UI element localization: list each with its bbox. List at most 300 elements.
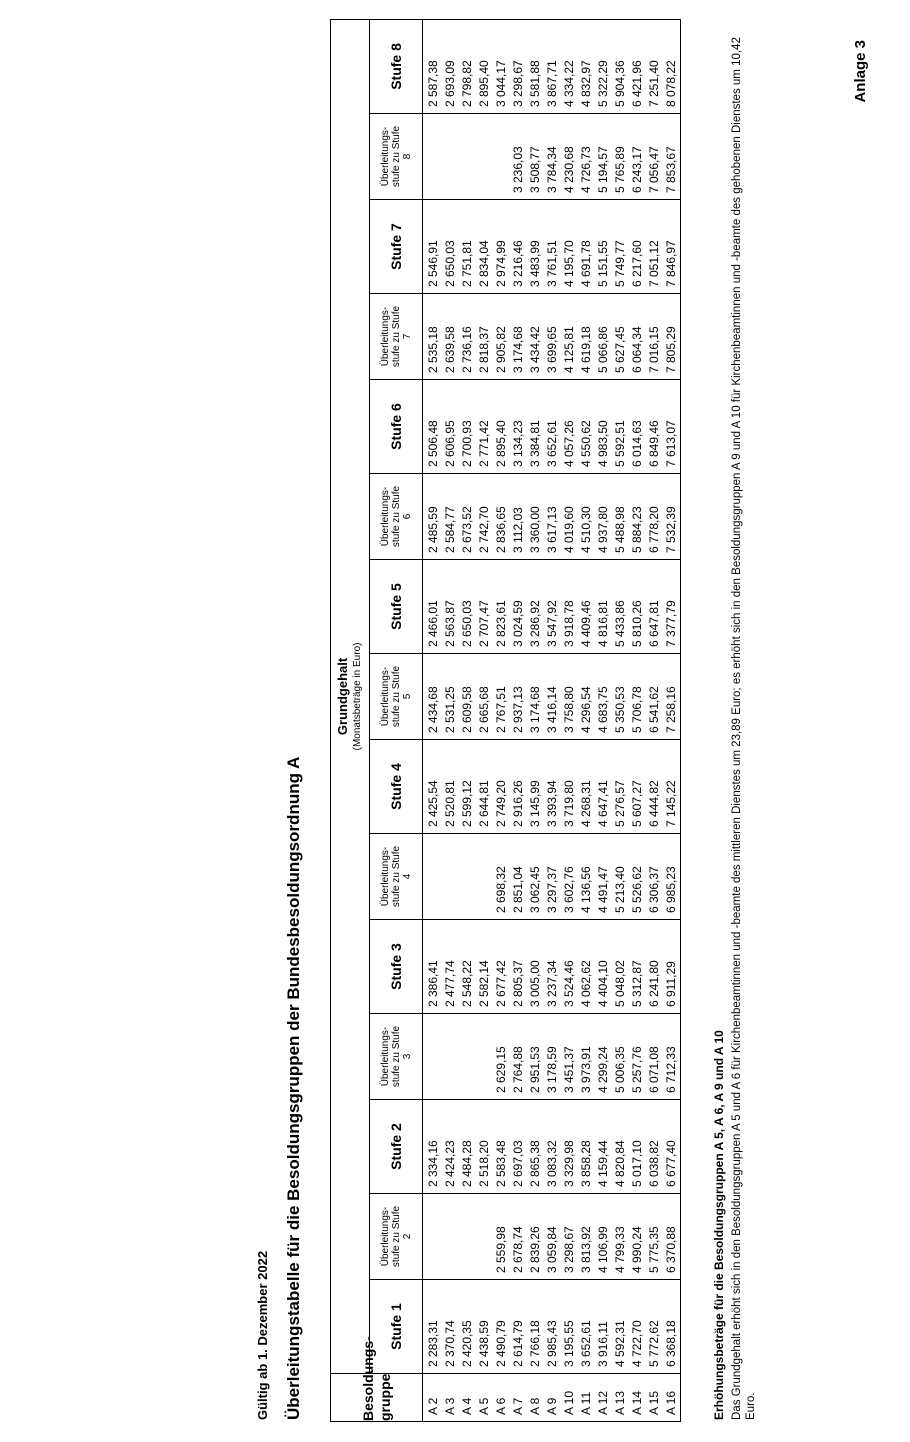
stufe-value-cell: 2 771,42 <box>476 380 493 474</box>
uebl-header-line-1: Überleitungs- <box>379 1026 391 1087</box>
stufe-value-cell: 5 312,87 <box>629 920 646 1014</box>
stufe-value-cell: 2 974,99 <box>493 200 510 294</box>
uebl-value-cell: 3 434,42 <box>527 294 544 380</box>
uebl-value-cell: 3 451,37 <box>561 1014 578 1100</box>
stufe-value-cell: 3 286,92 <box>527 560 544 654</box>
uebl-value-cell: 5 350,53 <box>612 654 629 740</box>
stufe-value-cell: 2 865,38 <box>527 1100 544 1194</box>
stufe-value-cell: 3 024,59 <box>510 560 527 654</box>
stufe-value-cell: 2 518,20 <box>476 1100 493 1194</box>
uebl-value-cell: 7 805,29 <box>663 294 681 380</box>
uebl-header-line-2: stufe zu Stufe <box>390 1025 402 1088</box>
uebl-header-line-2: stufe zu Stufe <box>390 485 402 548</box>
stufe-value-cell: 8 078,22 <box>663 19 681 113</box>
stufe-value-cell: 3 384,81 <box>527 380 544 474</box>
uebl-value-cell: 2 937,13 <box>510 654 527 740</box>
stufe-value-cell: 3 916,11 <box>595 1280 612 1374</box>
column-header-ueberleitungsstufe <box>370 1194 423 1280</box>
uebl-value-cell: 6 064,34 <box>629 294 646 380</box>
stufe-value-cell: 4 334,22 <box>561 19 578 113</box>
uebl-value-cell: 7 016,15 <box>646 294 663 380</box>
row-group-label: A 3 <box>442 1374 459 1422</box>
stufe-value-cell: 2 707,47 <box>476 560 493 654</box>
stufe-value-cell: 2 697,03 <box>510 1100 527 1194</box>
uebl-value-cell: 5 627,45 <box>612 294 629 380</box>
table-row <box>561 19 578 1421</box>
row-group-label: A 10 <box>561 1374 578 1422</box>
row-group-label: A 11 <box>578 1374 595 1422</box>
uebl-header-line-2: stufe zu Stufe <box>390 665 402 728</box>
uebl-value-cell: 4 491,47 <box>595 834 612 920</box>
stufe-value-cell: 6 911,29 <box>663 920 681 1014</box>
uebl-header-line-2: stufe zu Stufe <box>390 125 402 188</box>
uebl-value-cell: 5 066,86 <box>595 294 612 380</box>
stufe-value-cell: 3 524,46 <box>561 920 578 1014</box>
uebl-value-cell <box>476 114 493 200</box>
row-group-label: A 12 <box>595 1374 612 1422</box>
stufe-value-cell: 3 719,80 <box>561 740 578 834</box>
stufe-value-cell: 2 798,82 <box>459 19 476 113</box>
uebl-value-cell: 2 639,58 <box>442 294 459 380</box>
column-header-stufe: Stufe 2 <box>370 1100 423 1194</box>
stufe-value-cell: 5 048,02 <box>612 920 629 1014</box>
uebl-value-cell: 2 767,51 <box>493 654 510 740</box>
row-group-label: A 16 <box>663 1374 681 1422</box>
stufe-value-cell: 4 592,31 <box>612 1280 629 1374</box>
uebl-value-cell: 2 818,37 <box>476 294 493 380</box>
valid-from-date: Gültig ab 1. Dezember 2022 <box>255 1250 270 1420</box>
uebl-value-cell: 4 799,33 <box>612 1194 629 1280</box>
appendix-label: Anlage 3 <box>852 40 869 103</box>
uebl-value-cell: 2 434,68 <box>423 654 443 740</box>
uebl-value-cell: 4 230,68 <box>561 114 578 200</box>
uebl-value-cell: 2 678,74 <box>510 1194 527 1280</box>
uebl-value-cell: 2 851,04 <box>510 834 527 920</box>
stufe-value-cell: 5 322,29 <box>595 19 612 113</box>
stufe-value-cell: 2 985,43 <box>544 1280 561 1374</box>
uebl-value-cell: 4 510,30 <box>578 474 595 560</box>
uebl-value-cell <box>459 834 476 920</box>
stufe-value-cell: 4 722,70 <box>629 1280 646 1374</box>
stufe-value-cell: 4 404,10 <box>595 920 612 1014</box>
stufe-value-cell: 2 644,81 <box>476 740 493 834</box>
row-group-label: A 14 <box>629 1374 646 1422</box>
column-header-ueberleitungsstufe <box>370 834 423 920</box>
uebl-value-cell: 6 541,62 <box>646 654 663 740</box>
uebl-value-cell: 4 296,54 <box>578 654 595 740</box>
table-row <box>612 19 629 1421</box>
uebl-value-cell: 3 174,68 <box>527 654 544 740</box>
uebl-value-cell: 7 056,47 <box>646 114 663 200</box>
uebl-value-cell: 2 559,98 <box>493 1194 510 1280</box>
stufe-value-cell: 2 677,42 <box>493 920 510 1014</box>
stufe-value-cell: 3 393,94 <box>544 740 561 834</box>
stufe-value-cell: 3 761,51 <box>544 200 561 294</box>
stufe-value-cell: 2 370,74 <box>442 1280 459 1374</box>
stufe-value-cell: 3 216,46 <box>510 200 527 294</box>
stufe-value-cell: 2 283,31 <box>423 1280 443 1374</box>
stufe-value-cell: 4 195,70 <box>561 200 578 294</box>
stufe-value-cell: 5 810,26 <box>629 560 646 654</box>
stufe-value-cell: 3 652,61 <box>544 380 561 474</box>
table-row <box>595 19 612 1421</box>
uebl-value-cell: 3 784,34 <box>544 114 561 200</box>
uebl-header-line-1: Überleitungs- <box>379 306 391 367</box>
uebl-value-cell: 3 174,68 <box>510 294 527 380</box>
stufe-value-cell: 2 916,26 <box>510 740 527 834</box>
stufe-value-cell: 2 650,03 <box>459 560 476 654</box>
uebl-value-cell <box>423 1194 443 1280</box>
table-row <box>544 19 561 1421</box>
stufe-value-cell: 2 490,79 <box>493 1280 510 1374</box>
stufe-value-cell: 4 820,84 <box>612 1100 629 1194</box>
column-header-ueberleitungsstufe <box>370 474 423 560</box>
uebl-header-line-1: Überleitungs- <box>379 486 391 547</box>
stufe-value-cell: 3 652,61 <box>578 1280 595 1374</box>
uebl-value-cell: 5 526,62 <box>629 834 646 920</box>
column-header-stufe: Stufe 7 <box>370 200 423 294</box>
uebl-value-cell: 2 736,16 <box>459 294 476 380</box>
uebl-value-cell: 6 370,88 <box>663 1194 681 1280</box>
uebl-header-line-2: stufe zu Stufe <box>390 305 402 368</box>
table-row <box>423 19 443 1421</box>
uebl-value-cell: 7 853,67 <box>663 114 681 200</box>
uebl-value-cell: 3 617,13 <box>544 474 561 560</box>
column-header-stufe: Stufe 4 <box>370 740 423 834</box>
stufe-value-cell: 6 368,18 <box>663 1280 681 1374</box>
stufe-value-cell: 7 846,97 <box>663 200 681 294</box>
stufe-value-cell: 5 607,27 <box>629 740 646 834</box>
table-row <box>476 19 493 1421</box>
stufe-value-cell: 3 581,88 <box>527 19 544 113</box>
stufe-value-cell: 2 606,95 <box>442 380 459 474</box>
stufe-value-cell: 3 145,99 <box>527 740 544 834</box>
uebl-header-line-1: Überleitungs- <box>379 126 391 187</box>
uebl-value-cell: 3 416,14 <box>544 654 561 740</box>
stufe-value-cell: 2 614,79 <box>510 1280 527 1374</box>
uebl-value-cell: 3 178,59 <box>544 1014 561 1100</box>
stufe-value-cell: 2 650,03 <box>442 200 459 294</box>
uebl-value-cell: 5 765,89 <box>612 114 629 200</box>
stufe-value-cell: 6 444,82 <box>646 740 663 834</box>
stufe-value-cell: 3 547,92 <box>544 560 561 654</box>
uebl-header-number: 2 <box>401 1233 413 1240</box>
uebl-value-cell: 2 609,58 <box>459 654 476 740</box>
stufe-value-cell: 7 251,40 <box>646 19 663 113</box>
stufe-value-cell: 4 062,62 <box>578 920 595 1014</box>
stufe-value-cell: 4 983,50 <box>595 380 612 474</box>
uebl-value-cell: 2 673,52 <box>459 474 476 560</box>
stufe-value-cell: 2 587,38 <box>423 19 443 113</box>
stufe-value-cell: 6 038,82 <box>646 1100 663 1194</box>
group-header-line-1: Besoldungs- <box>359 1336 376 1421</box>
uebl-header-number: 3 <box>401 1053 413 1060</box>
stufe-value-cell: 2 823,61 <box>493 560 510 654</box>
uebl-value-cell: 2 836,65 <box>493 474 510 560</box>
column-header-ueberleitungsstufe <box>370 294 423 380</box>
stufe-value-cell: 5 276,57 <box>612 740 629 834</box>
stufe-value-cell: 5 017,10 <box>629 1100 646 1194</box>
uebl-value-cell: 6 778,20 <box>646 474 663 560</box>
uebl-value-cell: 3 112,03 <box>510 474 527 560</box>
stufe-value-cell: 2 700,93 <box>459 380 476 474</box>
column-header-ueberleitungsstufe <box>370 114 423 200</box>
uebl-value-cell: 6 243,17 <box>629 114 646 200</box>
uebl-header-number: 4 <box>401 873 413 880</box>
uebl-value-cell: 4 136,56 <box>578 834 595 920</box>
stufe-value-cell: 2 506,48 <box>423 380 443 474</box>
row-group-label: A 2 <box>423 1374 443 1422</box>
uebl-value-cell <box>459 114 476 200</box>
stufe-value-cell: 4 159,44 <box>595 1100 612 1194</box>
uebl-value-cell <box>442 114 459 200</box>
uebl-value-cell: 2 531,25 <box>442 654 459 740</box>
row-group-label: A 6 <box>493 1374 510 1422</box>
uebl-value-cell: 6 071,08 <box>646 1014 663 1100</box>
uebl-value-cell: 4 990,24 <box>629 1194 646 1280</box>
column-header-stufe: Stufe 1 <box>370 1280 423 1374</box>
stufe-value-cell: 3 858,28 <box>578 1100 595 1194</box>
uebl-value-cell: 3 699,65 <box>544 294 561 380</box>
uebl-value-cell: 3 813,92 <box>578 1194 595 1280</box>
uebl-value-cell <box>423 834 443 920</box>
stufe-value-cell: 6 677,40 <box>663 1100 681 1194</box>
row-group-label: A 15 <box>646 1374 663 1422</box>
uebl-value-cell: 2 764,88 <box>510 1014 527 1100</box>
stufe-value-cell: 2 386,41 <box>423 920 443 1014</box>
stufe-value-cell: 3 195,55 <box>561 1280 578 1374</box>
uebl-header-line-2: stufe zu Stufe <box>390 1205 402 1268</box>
column-header-ueberleitungsstufe <box>370 654 423 740</box>
row-group-label: A 8 <box>527 1374 544 1422</box>
footnote-text: Das Grundgehalt erhöht sich in den Besoldungsgruppen A 5 und A 6 für Kirchenbeamtinnen und -beamte des mittleren Dienstes um 23,89 Euro; es erhöht sich in den Besoldungsgruppen A 9 und A 10 für Kirchenbeamtinnen und -beamte des gehobenen Dienstes um 10,42 Euro. <box>731 37 757 1420</box>
stufe-value-cell: 3 083,32 <box>544 1100 561 1194</box>
stufe-value-cell: 5 433,86 <box>612 560 629 654</box>
stufe-value-cell: 2 548,22 <box>459 920 476 1014</box>
uebl-value-cell <box>442 1014 459 1100</box>
stufe-value-cell: 6 217,60 <box>629 200 646 294</box>
stufe-value-cell: 6 014,63 <box>629 380 646 474</box>
uebl-value-cell <box>493 114 510 200</box>
stufe-value-cell: 3 483,99 <box>527 200 544 294</box>
stufe-value-cell: 2 599,12 <box>459 740 476 834</box>
table-row <box>442 19 459 1421</box>
stufe-value-cell: 3 005,00 <box>527 920 544 1014</box>
uebl-value-cell <box>476 834 493 920</box>
column-header-stufe: Stufe 5 <box>370 560 423 654</box>
table-row <box>459 19 476 1421</box>
uebl-value-cell: 3 298,67 <box>561 1194 578 1280</box>
column-header-ueberleitungsstufe <box>370 1014 423 1100</box>
table-row <box>527 19 544 1421</box>
stufe-value-cell: 4 057,26 <box>561 380 578 474</box>
uebl-header-number: 6 <box>401 513 413 520</box>
grundgehalt-header <box>331 19 370 1373</box>
stufe-value-cell: 2 834,04 <box>476 200 493 294</box>
uebl-value-cell: 2 951,53 <box>527 1014 544 1100</box>
stufe-value-cell: 5 592,51 <box>612 380 629 474</box>
uebl-value-cell: 2 839,26 <box>527 1194 544 1280</box>
uebl-header-number: 5 <box>401 693 413 700</box>
stufe-value-cell: 2 693,09 <box>442 19 459 113</box>
stufe-value-cell: 7 613,07 <box>663 380 681 474</box>
uebl-value-cell: 2 629,15 <box>493 1014 510 1100</box>
stufe-value-cell: 2 484,28 <box>459 1100 476 1194</box>
stufe-value-cell: 6 241,80 <box>646 920 663 1014</box>
column-header-group <box>331 1336 423 1422</box>
uebl-value-cell: 4 019,60 <box>561 474 578 560</box>
uebl-value-cell: 7 258,16 <box>663 654 681 740</box>
stufe-value-cell: 2 751,81 <box>459 200 476 294</box>
table-row <box>578 19 595 1421</box>
row-group-label: A 4 <box>459 1374 476 1422</box>
uebl-value-cell: 4 299,24 <box>595 1014 612 1100</box>
uebl-value-cell <box>423 114 443 200</box>
uebl-header-number: 7 <box>401 333 413 340</box>
stufe-value-cell: 2 563,87 <box>442 560 459 654</box>
stufe-value-cell: 2 895,40 <box>493 380 510 474</box>
page-title: Überleitungstabelle für die Besoldungsgruppen der Bundesbesoldungsordnung A <box>284 756 303 1420</box>
stufe-value-cell: 3 134,23 <box>510 380 527 474</box>
uebl-value-cell <box>459 1014 476 1100</box>
uebl-header-line-1: Überleitungs- <box>379 666 391 727</box>
uebl-value-cell: 3 602,76 <box>561 834 578 920</box>
table-row <box>510 19 527 1421</box>
uebl-header-line-1: Überleitungs- <box>379 1206 391 1267</box>
grundgehalt-sublabel: (Monatsbeträge in Euro) <box>352 642 363 751</box>
uebl-value-cell: 6 985,23 <box>663 834 681 920</box>
stufe-value-cell: 7 377,79 <box>663 560 681 654</box>
stufe-value-cell: 2 895,40 <box>476 19 493 113</box>
uebl-value-cell: 3 297,37 <box>544 834 561 920</box>
stufe-value-cell: 2 420,35 <box>459 1280 476 1374</box>
uebl-value-cell: 2 698,32 <box>493 834 510 920</box>
grundgehalt-label: Grundgehalt <box>335 657 350 736</box>
stufe-value-cell: 3 298,67 <box>510 19 527 113</box>
uebl-value-cell: 4 937,80 <box>595 474 612 560</box>
uebl-value-cell: 2 905,82 <box>493 294 510 380</box>
table-row <box>629 19 646 1421</box>
stufe-value-cell: 7 145,22 <box>663 740 681 834</box>
uebl-value-cell: 2 584,77 <box>442 474 459 560</box>
uebl-value-cell: 7 532,39 <box>663 474 681 560</box>
column-header-stufe: Stufe 3 <box>370 920 423 1014</box>
stufe-value-cell: 4 832,97 <box>578 19 595 113</box>
stufe-value-cell: 4 268,31 <box>578 740 595 834</box>
stufe-value-cell: 3 867,71 <box>544 19 561 113</box>
stufe-value-cell: 6 421,96 <box>629 19 646 113</box>
stufe-value-cell: 6 849,46 <box>646 380 663 474</box>
stufe-value-cell: 2 582,14 <box>476 920 493 1014</box>
footnote-title: Erhöhungsbeträge für die Besoldungsgruppen A 5, A 6, A 9 und A 10 <box>712 1030 726 1420</box>
stufe-value-cell: 4 550,62 <box>578 380 595 474</box>
uebl-value-cell: 3 059,84 <box>544 1194 561 1280</box>
uebl-value-cell: 3 973,91 <box>578 1014 595 1100</box>
uebl-value-cell: 3 758,80 <box>561 654 578 740</box>
stufe-value-cell: 2 583,48 <box>493 1100 510 1194</box>
table-row <box>663 19 681 1421</box>
uebl-header-number: 8 <box>401 153 413 160</box>
stufe-value-cell: 2 334,16 <box>423 1100 443 1194</box>
column-header-stufe: Stufe 6 <box>370 380 423 474</box>
stufe-value-cell: 6 647,81 <box>646 560 663 654</box>
stufe-value-cell: 7 051,12 <box>646 200 663 294</box>
uebl-value-cell: 5 257,76 <box>629 1014 646 1100</box>
table-row <box>646 19 663 1421</box>
stufe-value-cell: 5 772,62 <box>646 1280 663 1374</box>
uebl-value-cell: 2 535,18 <box>423 294 443 380</box>
uebl-value-cell: 6 306,37 <box>646 834 663 920</box>
stufe-value-cell: 2 466,01 <box>423 560 443 654</box>
uebl-value-cell: 3 360,00 <box>527 474 544 560</box>
uebl-value-cell: 5 006,35 <box>612 1014 629 1100</box>
uebl-value-cell: 3 508,77 <box>527 114 544 200</box>
uebl-header-line-2: stufe zu Stufe <box>390 845 402 908</box>
stufe-value-cell: 3 044,17 <box>493 19 510 113</box>
stufe-value-cell: 3 237,34 <box>544 920 561 1014</box>
row-group-label: A 7 <box>510 1374 527 1422</box>
uebl-value-cell: 5 706,78 <box>629 654 646 740</box>
stufe-value-cell: 4 647,41 <box>595 740 612 834</box>
uebl-value-cell <box>442 834 459 920</box>
stufe-value-cell: 5 151,55 <box>595 200 612 294</box>
uebl-value-cell: 3 236,03 <box>510 114 527 200</box>
row-group-label: A 5 <box>476 1374 493 1422</box>
uebl-value-cell: 4 125,81 <box>561 294 578 380</box>
uebl-value-cell: 5 884,23 <box>629 474 646 560</box>
uebl-value-cell: 5 213,40 <box>612 834 629 920</box>
uebl-value-cell <box>476 1194 493 1280</box>
uebl-value-cell: 4 683,75 <box>595 654 612 740</box>
salary-transition-table <box>330 19 681 1422</box>
stufe-value-cell: 2 766,18 <box>527 1280 544 1374</box>
stufe-value-cell: 5 904,36 <box>612 19 629 113</box>
stufe-value-cell: 2 805,37 <box>510 920 527 1014</box>
stufe-value-cell: 4 409,46 <box>578 560 595 654</box>
uebl-value-cell <box>476 1014 493 1100</box>
stufe-value-cell: 4 816,81 <box>595 560 612 654</box>
stufe-value-cell: 2 424,23 <box>442 1100 459 1194</box>
uebl-value-cell: 5 775,35 <box>646 1194 663 1280</box>
uebl-value-cell <box>459 1194 476 1280</box>
uebl-value-cell: 5 488,98 <box>612 474 629 560</box>
uebl-value-cell: 6 712,33 <box>663 1014 681 1100</box>
column-header-stufe: Stufe 8 <box>370 19 423 113</box>
stufe-value-cell: 4 691,78 <box>578 200 595 294</box>
uebl-value-cell: 3 062,45 <box>527 834 544 920</box>
uebl-value-cell: 5 194,57 <box>595 114 612 200</box>
uebl-value-cell: 4 619,18 <box>578 294 595 380</box>
uebl-value-cell <box>423 1014 443 1100</box>
stufe-value-cell: 5 749,77 <box>612 200 629 294</box>
uebl-value-cell: 2 742,70 <box>476 474 493 560</box>
uebl-header-line-1: Überleitungs- <box>379 846 391 907</box>
stufe-value-cell: 3 918,78 <box>561 560 578 654</box>
row-group-label: A 9 <box>544 1374 561 1422</box>
stufe-value-cell: 3 329,98 <box>561 1100 578 1194</box>
stufe-value-cell: 2 477,74 <box>442 920 459 1014</box>
uebl-value-cell <box>442 1194 459 1280</box>
stufe-value-cell: 2 520,81 <box>442 740 459 834</box>
uebl-value-cell: 2 485,59 <box>423 474 443 560</box>
uebl-value-cell: 4 106,99 <box>595 1194 612 1280</box>
table-row <box>493 19 510 1421</box>
stufe-value-cell: 2 438,59 <box>476 1280 493 1374</box>
group-header-line-2: gruppe <box>376 1373 393 1421</box>
stufe-value-cell: 2 425,54 <box>423 740 443 834</box>
uebl-value-cell: 4 726,73 <box>578 114 595 200</box>
uebl-value-cell: 2 665,68 <box>476 654 493 740</box>
